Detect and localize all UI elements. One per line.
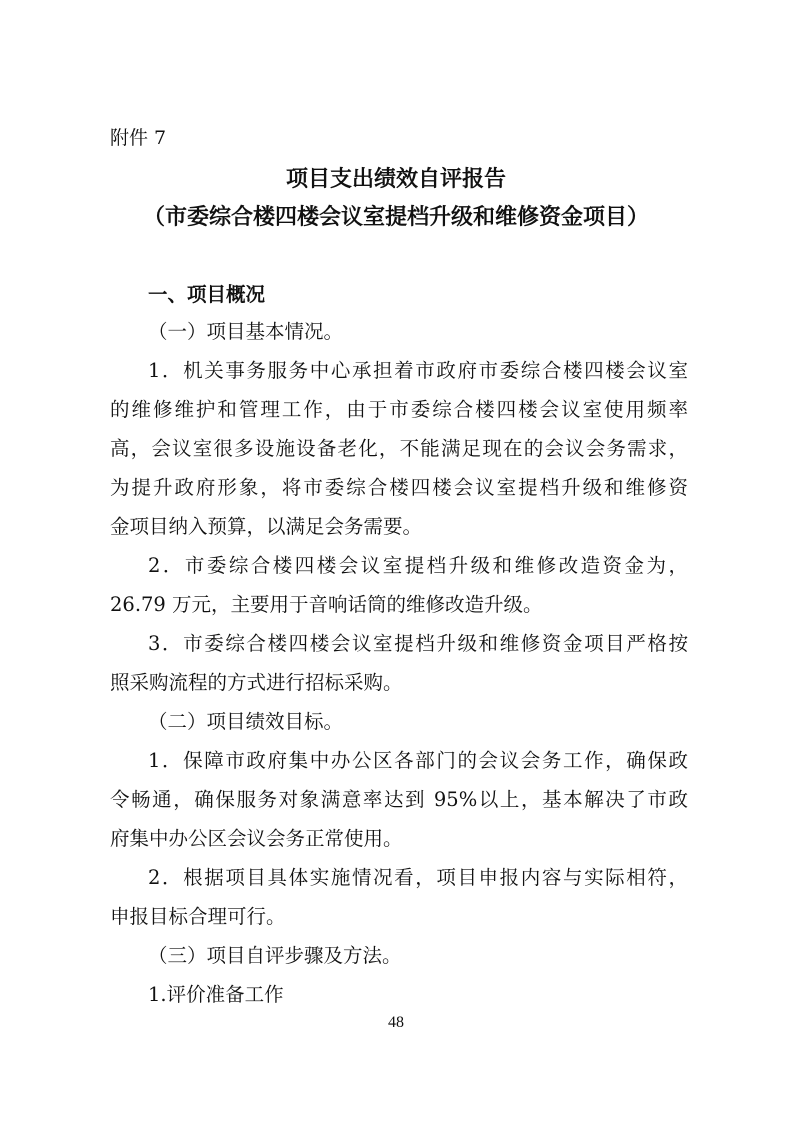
paragraph-line: 26.79 万元，主要用于音响话筒的维修改造升级。 [110,593,543,616]
paragraph-line: 3．市委综合楼四楼会议室提档升级和维修资金项目严格按 [148,632,688,655]
report-title: 项目支出绩效自评报告 [285,166,506,192]
annex-label: 附件 7 [110,127,167,149]
paragraph-line: 1.评价准备工作 [148,983,284,1006]
subheading-basic-info: （一）项目基本情况。 [148,320,344,343]
paragraph-line: 1．保障市政府集中办公区各部门的会议会务工作，确保政 [148,749,688,772]
report-subtitle: （市委综合楼四楼会议室提档升级和维修资金项目） [142,204,649,230]
paragraph-line: 金项目纳入预算，以满足会务需要。 [110,515,423,538]
paragraph-line: 府集中办公区会议会务正常使用。 [110,827,403,850]
paragraph-line: 1．机关事务服务中心承担着市政府市委综合楼四楼会议室 [148,359,688,382]
page-number: 48 [388,1014,404,1031]
paragraph-line: 的维修维护和管理工作，由于市委综合楼四楼会议室使用频率 [110,398,688,421]
subheading-performance-goals: （二）项目绩效目标。 [148,710,344,733]
paragraph-line: 申报目标合理可行。 [110,905,286,928]
paragraph-line: 令畅通，确保服务对象满意率达到 95%以上，基本解决了市政 [110,788,688,811]
paragraph-line: 照采购流程的方式进行招标采购。 [110,671,403,694]
subheading-evaluation-steps: （三）项目自评步骤及方法。 [148,944,402,967]
section-heading-overview: 一、项目概况 [148,283,266,306]
paragraph-line: 2．市委综合楼四楼会议室提档升级和维修改造资金为， [148,554,688,577]
paragraph-line: 为提升政府形象，将市委综合楼四楼会议室提档升级和维修资 [110,476,688,499]
paragraph-line: 高，会议室很多设施设备老化，不能满足现在的会议会务需求， [110,437,688,460]
paragraph-line: 2．根据项目具体实施情况看，项目申报内容与实际相符， [148,866,688,889]
